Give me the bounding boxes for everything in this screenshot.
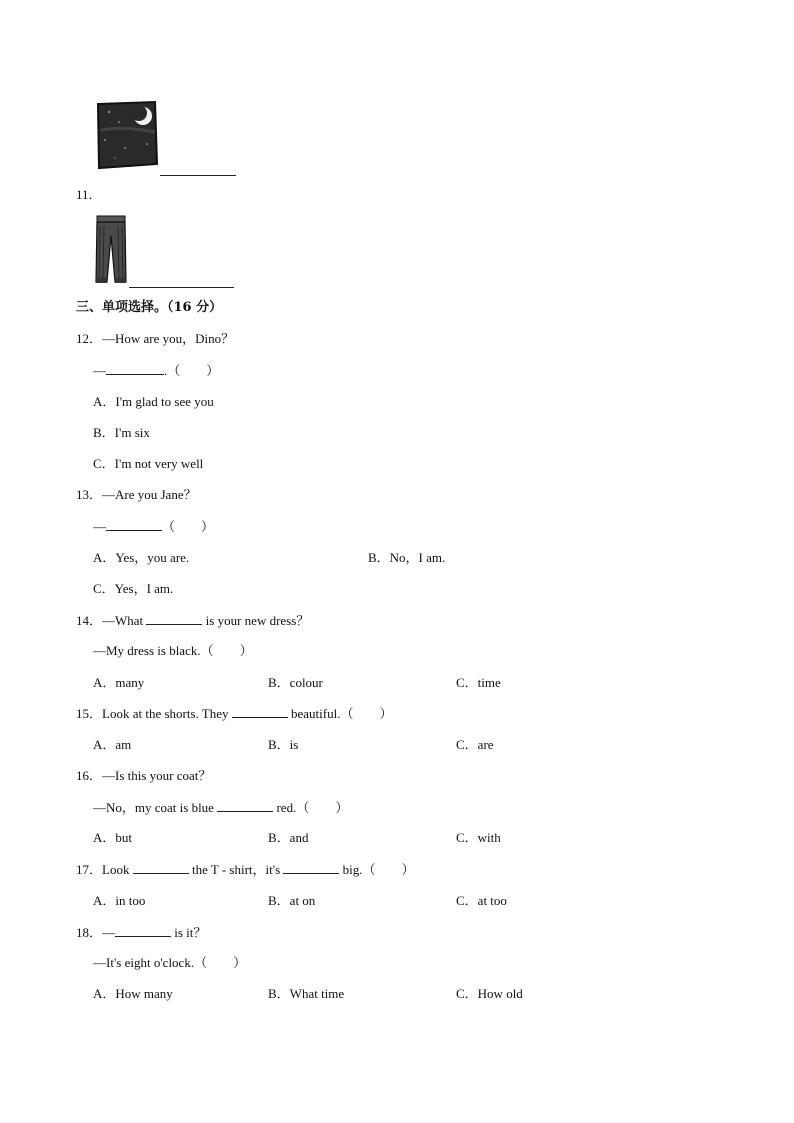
question-number: 16．	[76, 768, 103, 783]
option-a[interactable]: A．am	[93, 737, 132, 752]
option-c[interactable]: C．Yes，I am.	[93, 581, 174, 596]
question-number: 18．	[76, 925, 103, 940]
question-number-11: 11．	[76, 187, 102, 202]
option-a[interactable]: A．I'm glad to see you	[93, 394, 214, 409]
question-stem: —Is this your coat？	[102, 768, 212, 783]
reply-14: —My dress is black.（ ）	[93, 643, 253, 658]
question-16	[76, 768, 211, 784]
night-sky-image	[95, 100, 159, 170]
question-number: 12．	[76, 331, 103, 346]
question-stem: —Are you Jane？	[102, 487, 197, 502]
option-a[interactable]: A．Yes，you are.	[93, 550, 190, 565]
option-b[interactable]: B．is	[268, 737, 299, 752]
option-a[interactable]: A．How many	[93, 986, 173, 1001]
answer-blank[interactable]	[232, 705, 288, 718]
option-c[interactable]: C．at too	[456, 893, 507, 908]
question-number: 13．	[76, 487, 103, 502]
question-14: 14．—What is your new dress？	[76, 613, 310, 628]
question-13	[76, 487, 197, 503]
answer-blank[interactable]	[146, 612, 202, 625]
option-c[interactable]: C．are	[456, 737, 494, 752]
answer-blank[interactable]	[106, 362, 164, 375]
option-a[interactable]: A．many	[93, 675, 145, 690]
answer-blank[interactable]	[115, 924, 171, 937]
option-b[interactable]: B．No，I am.	[368, 550, 446, 565]
question-18: 18．— is it？	[76, 925, 207, 940]
option-b[interactable]: B．What time	[268, 986, 345, 1001]
option-a[interactable]: A．but	[93, 830, 133, 845]
answer-blank[interactable]	[106, 518, 162, 531]
question-15: 15．Look at the shorts. They beautiful.（ ）	[76, 706, 393, 721]
reply-18: —It's eight o'clock.（ ）	[93, 955, 247, 970]
answer-blank-2[interactable]	[283, 861, 339, 874]
reply-13: — （ ）	[93, 519, 215, 534]
option-b[interactable]: B．I'm six	[93, 425, 150, 440]
section-heading: 三、单项选择。（16 分）	[76, 300, 223, 315]
option-b[interactable]: B．at on	[268, 893, 316, 908]
option-c[interactable]: C．How old	[456, 986, 523, 1001]
reply-16: —No，my coat is blue red.（ ）	[93, 800, 349, 815]
answer-blank-1[interactable]	[133, 861, 189, 874]
question-number: 15．	[76, 706, 103, 721]
question-12	[76, 331, 234, 347]
option-c[interactable]: C．with	[456, 830, 501, 845]
answer-line-10[interactable]	[160, 175, 236, 176]
option-c[interactable]: C．time	[456, 675, 501, 690]
trousers-image	[93, 214, 129, 286]
question-17: 17．Look the T - shirt，it's big.（ ）	[76, 862, 415, 877]
question-number: 17．	[76, 862, 103, 877]
answer-blank[interactable]	[217, 799, 273, 812]
question-stem: —How are you，Dino？	[102, 331, 235, 346]
option-b[interactable]: B．and	[268, 830, 309, 845]
option-b[interactable]: B．colour	[268, 675, 323, 690]
option-a[interactable]: A．in too	[93, 893, 146, 908]
option-c[interactable]: C．I'm not very well	[93, 456, 204, 471]
answer-line-11[interactable]	[129, 287, 234, 288]
question-number: 14．	[76, 613, 103, 628]
reply-12: — .（ ）	[93, 363, 220, 378]
